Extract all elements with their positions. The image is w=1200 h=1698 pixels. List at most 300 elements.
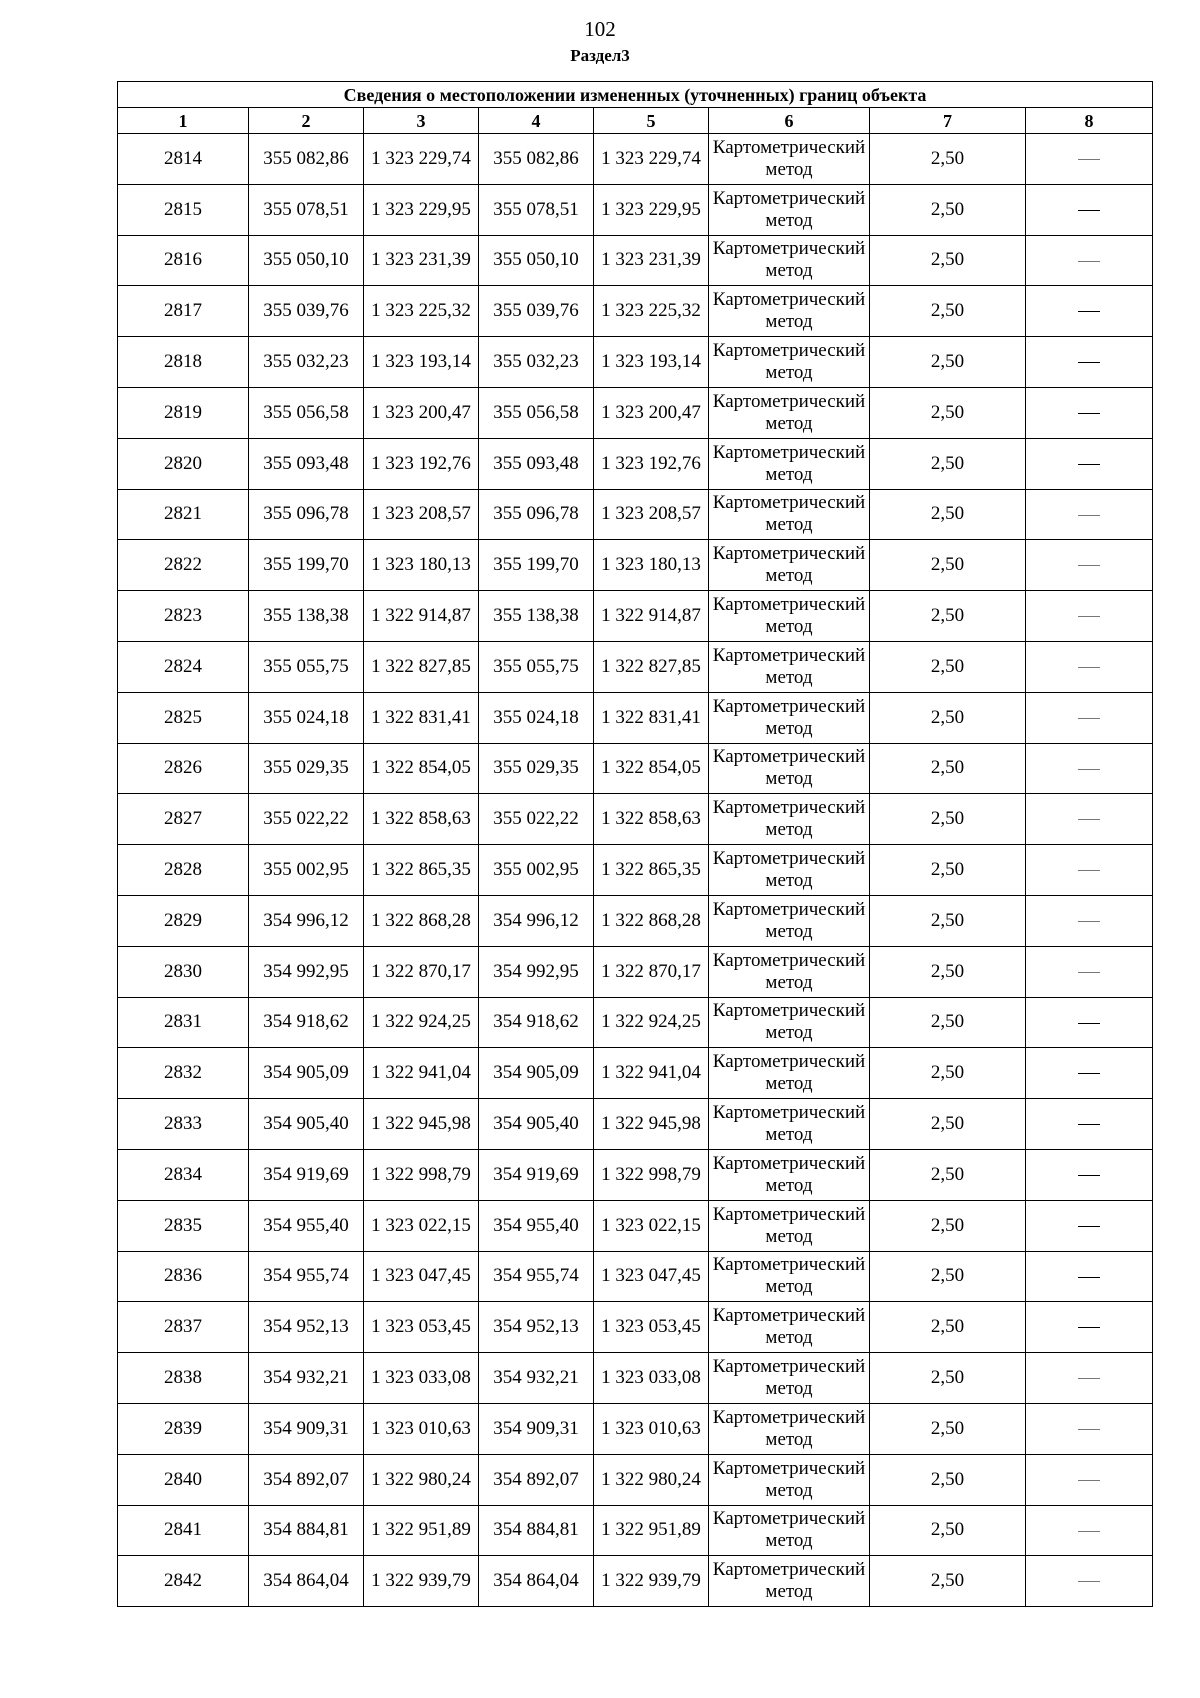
table-row	[118, 845, 1153, 896]
dash-mark	[1078, 362, 1100, 363]
y-coordinate-cell: 1 322 827,85	[594, 641, 709, 692]
y-coordinate-cell: 1 322 998,79	[594, 1149, 709, 1200]
x-coordinate-cell: 354 952,13	[479, 1302, 594, 1353]
accuracy-cell: 2,50	[870, 1200, 1026, 1251]
y-coordinate-cell: 1 322 939,79	[594, 1556, 709, 1607]
x-coordinate-cell: 354 909,31	[249, 1403, 364, 1454]
method-cell: Картометрический метод	[709, 387, 870, 438]
note-cell	[1026, 1251, 1153, 1302]
x-coordinate-cell: 355 022,22	[479, 794, 594, 845]
table-row	[118, 1505, 1153, 1556]
dash-mark	[1078, 1124, 1100, 1125]
note-cell	[1026, 387, 1153, 438]
accuracy-cell: 2,50	[870, 1403, 1026, 1454]
x-coordinate-cell: 355 138,38	[249, 591, 364, 642]
table-row	[118, 946, 1153, 997]
accuracy-cell: 2,50	[870, 845, 1026, 896]
note-cell	[1026, 235, 1153, 286]
table-row	[118, 184, 1153, 235]
accuracy-cell: 2,50	[870, 641, 1026, 692]
dash-mark	[1078, 819, 1100, 820]
y-coordinate-cell: 1 323 022,15	[594, 1200, 709, 1251]
method-cell: Картометрический метод	[709, 692, 870, 743]
x-coordinate-cell: 355 022,22	[249, 794, 364, 845]
accuracy-cell: 2,50	[870, 591, 1026, 642]
accuracy-cell: 2,50	[870, 1251, 1026, 1302]
accuracy-cell: 2,50	[870, 489, 1026, 540]
x-coordinate-cell: 355 055,75	[249, 641, 364, 692]
column-number: 3	[364, 108, 479, 134]
method-cell: Картометрический метод	[709, 895, 870, 946]
method-cell: Картометрический метод	[709, 591, 870, 642]
column-number: 2	[249, 108, 364, 134]
x-coordinate-cell: 354 884,81	[479, 1505, 594, 1556]
method-cell: Картометрический метод	[709, 235, 870, 286]
point-number-cell: 2841	[118, 1505, 249, 1556]
table-row	[118, 1099, 1153, 1150]
note-cell	[1026, 1302, 1153, 1353]
x-coordinate-cell: 354 918,62	[479, 997, 594, 1048]
point-number-cell: 2816	[118, 235, 249, 286]
x-coordinate-cell: 355 138,38	[479, 591, 594, 642]
column-number: 4	[479, 108, 594, 134]
y-coordinate-cell: 1 323 225,32	[594, 286, 709, 337]
note-cell	[1026, 641, 1153, 692]
x-coordinate-cell: 354 884,81	[249, 1505, 364, 1556]
accuracy-cell: 2,50	[870, 337, 1026, 388]
y-coordinate-cell: 1 322 831,41	[364, 692, 479, 743]
dash-mark	[1078, 616, 1100, 617]
point-number-cell: 2835	[118, 1200, 249, 1251]
accuracy-cell: 2,50	[870, 692, 1026, 743]
accuracy-cell: 2,50	[870, 1048, 1026, 1099]
dash-mark	[1078, 718, 1100, 719]
table-body	[118, 134, 1153, 1607]
x-coordinate-cell: 355 078,51	[479, 184, 594, 235]
table-row	[118, 997, 1153, 1048]
table-row	[118, 1200, 1153, 1251]
x-coordinate-cell: 354 955,40	[249, 1200, 364, 1251]
x-coordinate-cell: 354 992,95	[479, 946, 594, 997]
accuracy-cell: 2,50	[870, 997, 1026, 1048]
dash-mark	[1078, 261, 1100, 262]
y-coordinate-cell: 1 322 854,05	[594, 743, 709, 794]
x-coordinate-cell: 355 096,78	[479, 489, 594, 540]
table-row	[118, 489, 1153, 540]
point-number-cell: 2825	[118, 692, 249, 743]
point-number-cell: 2814	[118, 134, 249, 185]
x-coordinate-cell: 354 905,09	[479, 1048, 594, 1099]
x-coordinate-cell: 355 082,86	[479, 134, 594, 185]
y-coordinate-cell: 1 323 180,13	[594, 540, 709, 591]
point-number-cell: 2824	[118, 641, 249, 692]
y-coordinate-cell: 1 323 200,47	[364, 387, 479, 438]
x-coordinate-cell: 354 932,21	[479, 1353, 594, 1404]
point-number-cell: 2823	[118, 591, 249, 642]
table-row	[118, 692, 1153, 743]
point-number-cell: 2836	[118, 1251, 249, 1302]
section-title: Раздел3	[570, 46, 630, 65]
method-cell: Картометрический метод	[709, 1454, 870, 1505]
dash-mark	[1078, 1429, 1100, 1430]
point-number-cell: 2842	[118, 1556, 249, 1607]
y-coordinate-cell: 1 322 980,24	[364, 1454, 479, 1505]
method-cell: Картометрический метод	[709, 1099, 870, 1150]
note-cell	[1026, 540, 1153, 591]
x-coordinate-cell: 355 093,48	[249, 438, 364, 489]
accuracy-cell: 2,50	[870, 286, 1026, 337]
method-cell: Картометрический метод	[709, 641, 870, 692]
x-coordinate-cell: 354 932,21	[249, 1353, 364, 1404]
x-coordinate-cell: 355 029,35	[479, 743, 594, 794]
dash-mark	[1078, 210, 1100, 211]
y-coordinate-cell: 1 323 047,45	[364, 1251, 479, 1302]
y-coordinate-cell: 1 323 229,74	[594, 134, 709, 185]
table-row	[118, 438, 1153, 489]
y-coordinate-cell: 1 323 208,57	[364, 489, 479, 540]
point-number-cell: 2821	[118, 489, 249, 540]
x-coordinate-cell: 355 199,70	[249, 540, 364, 591]
accuracy-cell: 2,50	[870, 895, 1026, 946]
y-coordinate-cell: 1 322 868,28	[594, 895, 709, 946]
dash-mark	[1078, 1175, 1100, 1176]
note-cell	[1026, 184, 1153, 235]
y-coordinate-cell: 1 323 229,95	[594, 184, 709, 235]
y-coordinate-cell: 1 322 924,25	[364, 997, 479, 1048]
method-cell: Картометрический метод	[709, 997, 870, 1048]
y-coordinate-cell: 1 322 865,35	[364, 845, 479, 896]
x-coordinate-cell: 354 992,95	[249, 946, 364, 997]
y-coordinate-cell: 1 323 010,63	[594, 1403, 709, 1454]
y-coordinate-cell: 1 323 231,39	[594, 235, 709, 286]
y-coordinate-cell: 1 322 854,05	[364, 743, 479, 794]
x-coordinate-cell: 355 039,76	[479, 286, 594, 337]
y-coordinate-cell: 1 322 998,79	[364, 1149, 479, 1200]
y-coordinate-cell: 1 323 022,15	[364, 1200, 479, 1251]
dash-mark	[1078, 667, 1100, 668]
note-cell	[1026, 895, 1153, 946]
dash-mark	[1078, 1023, 1100, 1024]
table-row	[118, 235, 1153, 286]
table-row	[118, 1403, 1153, 1454]
x-coordinate-cell: 354 864,04	[479, 1556, 594, 1607]
column-number: 5	[594, 108, 709, 134]
point-number-cell: 2830	[118, 946, 249, 997]
table-row	[118, 337, 1153, 388]
x-coordinate-cell: 355 024,18	[479, 692, 594, 743]
y-coordinate-cell: 1 323 192,76	[364, 438, 479, 489]
point-number-cell: 2819	[118, 387, 249, 438]
x-coordinate-cell: 355 029,35	[249, 743, 364, 794]
point-number-cell: 2828	[118, 845, 249, 896]
table-row	[118, 1302, 1153, 1353]
method-cell: Картометрический метод	[709, 1505, 870, 1556]
dash-mark	[1078, 870, 1100, 871]
x-coordinate-cell: 354 905,09	[249, 1048, 364, 1099]
table-row	[118, 540, 1153, 591]
accuracy-cell: 2,50	[870, 235, 1026, 286]
point-number-cell: 2826	[118, 743, 249, 794]
note-cell	[1026, 1505, 1153, 1556]
dash-mark	[1078, 972, 1100, 973]
accuracy-cell: 2,50	[870, 1454, 1026, 1505]
x-coordinate-cell: 355 056,58	[249, 387, 364, 438]
boundary-coordinates-table	[117, 81, 1153, 1607]
y-coordinate-cell: 1 322 831,41	[594, 692, 709, 743]
x-coordinate-cell: 355 032,23	[479, 337, 594, 388]
table-row	[118, 743, 1153, 794]
method-cell: Картометрический метод	[709, 743, 870, 794]
y-coordinate-cell: 1 322 951,89	[364, 1505, 479, 1556]
accuracy-cell: 2,50	[870, 438, 1026, 489]
y-coordinate-cell: 1 322 865,35	[594, 845, 709, 896]
y-coordinate-cell: 1 322 858,63	[364, 794, 479, 845]
table-row	[118, 387, 1153, 438]
x-coordinate-cell: 355 039,76	[249, 286, 364, 337]
table-row	[118, 591, 1153, 642]
dash-mark	[1078, 413, 1100, 414]
method-cell: Картометрический метод	[709, 1200, 870, 1251]
accuracy-cell: 2,50	[870, 387, 1026, 438]
method-cell: Картометрический метод	[709, 845, 870, 896]
note-cell	[1026, 997, 1153, 1048]
dash-mark	[1078, 1226, 1100, 1227]
y-coordinate-cell: 1 323 053,45	[594, 1302, 709, 1353]
y-coordinate-cell: 1 323 033,08	[594, 1353, 709, 1404]
x-coordinate-cell: 354 952,13	[249, 1302, 364, 1353]
x-coordinate-cell: 355 082,86	[249, 134, 364, 185]
point-number-cell: 2829	[118, 895, 249, 946]
x-coordinate-cell: 354 955,74	[479, 1251, 594, 1302]
dash-mark	[1078, 1378, 1100, 1379]
x-coordinate-cell: 355 032,23	[249, 337, 364, 388]
y-coordinate-cell: 1 322 939,79	[364, 1556, 479, 1607]
note-cell	[1026, 692, 1153, 743]
x-coordinate-cell: 355 056,58	[479, 387, 594, 438]
point-number-cell: 2840	[118, 1454, 249, 1505]
y-coordinate-cell: 1 323 010,63	[364, 1403, 479, 1454]
note-cell	[1026, 1353, 1153, 1404]
table-row	[118, 1149, 1153, 1200]
table-row	[118, 1048, 1153, 1099]
point-number-cell: 2839	[118, 1403, 249, 1454]
accuracy-cell: 2,50	[870, 1353, 1026, 1404]
dash-mark	[1078, 515, 1100, 516]
y-coordinate-cell: 1 323 192,76	[594, 438, 709, 489]
x-coordinate-cell: 354 905,40	[249, 1099, 364, 1150]
point-number-cell: 2817	[118, 286, 249, 337]
y-coordinate-cell: 1 322 914,87	[364, 591, 479, 642]
method-cell: Картометрический метод	[709, 489, 870, 540]
accuracy-cell: 2,50	[870, 540, 1026, 591]
y-coordinate-cell: 1 322 827,85	[364, 641, 479, 692]
accuracy-cell: 2,50	[870, 946, 1026, 997]
y-coordinate-cell: 1 322 980,24	[594, 1454, 709, 1505]
y-coordinate-cell: 1 323 225,32	[364, 286, 479, 337]
column-number-row	[118, 108, 1153, 134]
x-coordinate-cell: 354 996,12	[479, 895, 594, 946]
point-number-cell: 2820	[118, 438, 249, 489]
method-cell: Картометрический метод	[709, 1556, 870, 1607]
x-coordinate-cell: 354 909,31	[479, 1403, 594, 1454]
note-cell	[1026, 1403, 1153, 1454]
method-cell: Картометрический метод	[709, 184, 870, 235]
y-coordinate-cell: 1 323 208,57	[594, 489, 709, 540]
note-cell	[1026, 743, 1153, 794]
y-coordinate-cell: 1 323 231,39	[364, 235, 479, 286]
table-row	[118, 895, 1153, 946]
dash-mark	[1078, 1277, 1100, 1278]
x-coordinate-cell: 354 892,07	[249, 1454, 364, 1505]
x-coordinate-cell: 355 093,48	[479, 438, 594, 489]
method-cell: Картометрический метод	[709, 946, 870, 997]
x-coordinate-cell: 355 055,75	[479, 641, 594, 692]
method-cell: Картометрический метод	[709, 540, 870, 591]
table-row	[118, 794, 1153, 845]
x-coordinate-cell: 354 955,40	[479, 1200, 594, 1251]
dash-mark	[1078, 1581, 1100, 1582]
y-coordinate-cell: 1 322 870,17	[594, 946, 709, 997]
dash-mark	[1078, 464, 1100, 465]
y-coordinate-cell: 1 323 193,14	[364, 337, 479, 388]
point-number-cell: 2832	[118, 1048, 249, 1099]
accuracy-cell: 2,50	[870, 1302, 1026, 1353]
point-number-cell: 2831	[118, 997, 249, 1048]
method-cell: Картометрический метод	[709, 1251, 870, 1302]
method-cell: Картометрический метод	[709, 1048, 870, 1099]
note-cell	[1026, 1200, 1153, 1251]
y-coordinate-cell: 1 323 053,45	[364, 1302, 479, 1353]
method-cell: Картометрический метод	[709, 794, 870, 845]
accuracy-cell: 2,50	[870, 184, 1026, 235]
dash-mark	[1078, 1480, 1100, 1481]
x-coordinate-cell: 354 996,12	[249, 895, 364, 946]
table-row	[118, 1454, 1153, 1505]
note-cell	[1026, 489, 1153, 540]
x-coordinate-cell: 354 892,07	[479, 1454, 594, 1505]
method-cell: Картометрический метод	[709, 1302, 870, 1353]
table-row	[118, 641, 1153, 692]
accuracy-cell: 2,50	[870, 1556, 1026, 1607]
column-number: 7	[870, 108, 1026, 134]
table-row	[118, 1251, 1153, 1302]
x-coordinate-cell: 354 955,74	[249, 1251, 364, 1302]
y-coordinate-cell: 1 323 193,14	[594, 337, 709, 388]
y-coordinate-cell: 1 323 033,08	[364, 1353, 479, 1404]
table-row	[118, 286, 1153, 337]
note-cell	[1026, 134, 1153, 185]
dash-mark	[1078, 565, 1100, 566]
dash-mark	[1078, 1073, 1100, 1074]
accuracy-cell: 2,50	[870, 794, 1026, 845]
x-coordinate-cell: 355 050,10	[479, 235, 594, 286]
table-row	[118, 1556, 1153, 1607]
method-cell: Картометрический метод	[709, 134, 870, 185]
column-number: 1	[118, 108, 249, 134]
dash-mark	[1078, 1327, 1100, 1328]
x-coordinate-cell: 355 002,95	[479, 845, 594, 896]
y-coordinate-cell: 1 323 229,95	[364, 184, 479, 235]
accuracy-cell: 2,50	[870, 1149, 1026, 1200]
dash-mark	[1078, 1531, 1100, 1532]
table-title: Сведения о местоположении измененных (уточненных) границ объекта	[118, 82, 1153, 108]
y-coordinate-cell: 1 322 914,87	[594, 591, 709, 642]
accuracy-cell: 2,50	[870, 743, 1026, 794]
note-cell	[1026, 946, 1153, 997]
y-coordinate-cell: 1 322 868,28	[364, 895, 479, 946]
y-coordinate-cell: 1 322 941,04	[594, 1048, 709, 1099]
dash-mark	[1078, 769, 1100, 770]
y-coordinate-cell: 1 322 924,25	[594, 997, 709, 1048]
x-coordinate-cell: 355 096,78	[249, 489, 364, 540]
note-cell	[1026, 1556, 1153, 1607]
method-cell: Картометрический метод	[709, 1353, 870, 1404]
page-number: 102	[584, 17, 616, 41]
x-coordinate-cell: 354 864,04	[249, 1556, 364, 1607]
y-coordinate-cell: 1 322 951,89	[594, 1505, 709, 1556]
x-coordinate-cell: 355 024,18	[249, 692, 364, 743]
point-number-cell: 2838	[118, 1353, 249, 1404]
note-cell	[1026, 1099, 1153, 1150]
y-coordinate-cell: 1 322 945,98	[594, 1099, 709, 1150]
x-coordinate-cell: 355 199,70	[479, 540, 594, 591]
method-cell: Картометрический метод	[709, 337, 870, 388]
dash-mark	[1078, 159, 1100, 160]
dash-mark	[1078, 921, 1100, 922]
point-number-cell: 2815	[118, 184, 249, 235]
method-cell: Картометрический метод	[709, 438, 870, 489]
point-number-cell: 2818	[118, 337, 249, 388]
note-cell	[1026, 591, 1153, 642]
note-cell	[1026, 1454, 1153, 1505]
x-coordinate-cell: 354 919,69	[249, 1149, 364, 1200]
method-cell: Картометрический метод	[709, 1403, 870, 1454]
y-coordinate-cell: 1 322 870,17	[364, 946, 479, 997]
y-coordinate-cell: 1 322 858,63	[594, 794, 709, 845]
accuracy-cell: 2,50	[870, 1099, 1026, 1150]
table-row	[118, 134, 1153, 185]
point-number-cell: 2833	[118, 1099, 249, 1150]
point-number-cell: 2822	[118, 540, 249, 591]
note-cell	[1026, 286, 1153, 337]
note-cell	[1026, 438, 1153, 489]
x-coordinate-cell: 354 919,69	[479, 1149, 594, 1200]
x-coordinate-cell: 355 002,95	[249, 845, 364, 896]
method-cell: Картометрический метод	[709, 1149, 870, 1200]
point-number-cell: 2837	[118, 1302, 249, 1353]
note-cell	[1026, 1048, 1153, 1099]
y-coordinate-cell: 1 322 945,98	[364, 1099, 479, 1150]
note-cell	[1026, 1149, 1153, 1200]
column-number: 8	[1026, 108, 1153, 134]
note-cell	[1026, 794, 1153, 845]
y-coordinate-cell: 1 323 047,45	[594, 1251, 709, 1302]
method-cell: Картометрический метод	[709, 286, 870, 337]
x-coordinate-cell: 355 050,10	[249, 235, 364, 286]
x-coordinate-cell: 354 918,62	[249, 997, 364, 1048]
y-coordinate-cell: 1 323 180,13	[364, 540, 479, 591]
accuracy-cell: 2,50	[870, 134, 1026, 185]
table-row	[118, 1353, 1153, 1404]
column-number: 6	[709, 108, 870, 134]
note-cell	[1026, 337, 1153, 388]
y-coordinate-cell: 1 322 941,04	[364, 1048, 479, 1099]
accuracy-cell: 2,50	[870, 1505, 1026, 1556]
y-coordinate-cell: 1 323 200,47	[594, 387, 709, 438]
point-number-cell: 2834	[118, 1149, 249, 1200]
x-coordinate-cell: 354 905,40	[479, 1099, 594, 1150]
note-cell	[1026, 845, 1153, 896]
